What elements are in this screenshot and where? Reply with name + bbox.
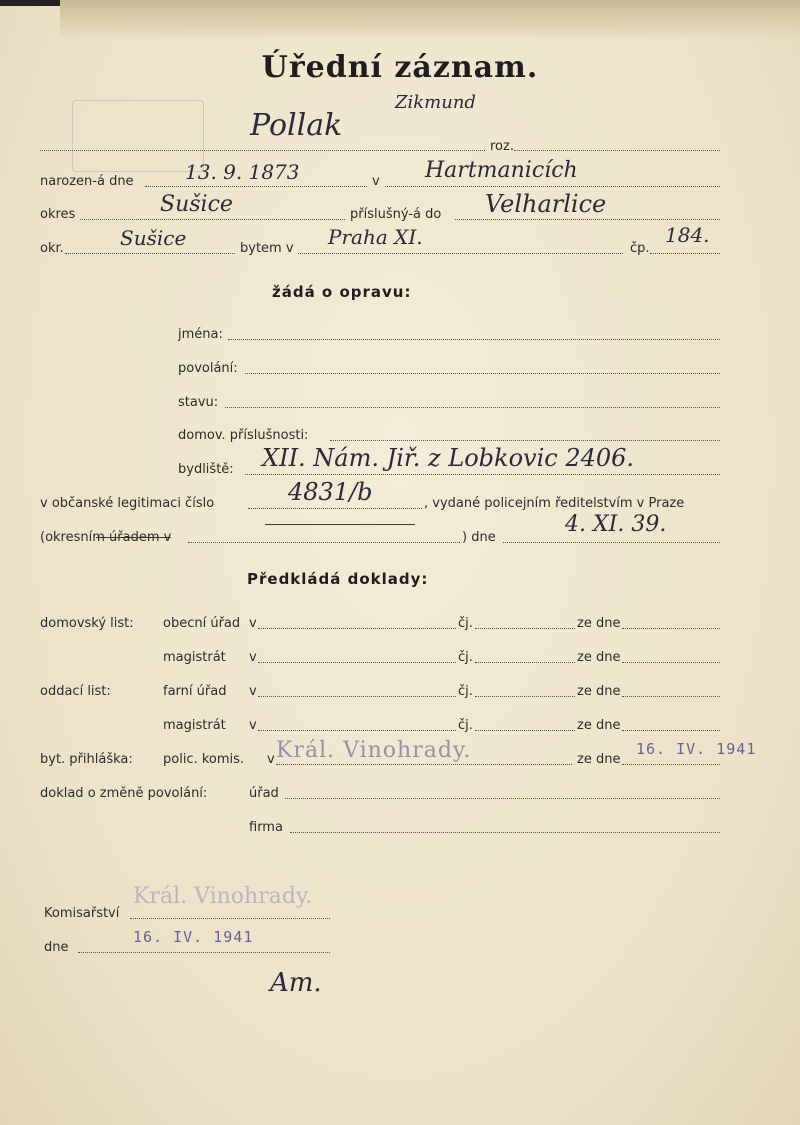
dne-line [503, 542, 720, 543]
polic-line [276, 764, 572, 765]
v-label: v [249, 718, 257, 733]
cp-label: čp. [630, 241, 650, 256]
district-handwritten: Sušice [160, 192, 233, 217]
domicile-line [455, 219, 720, 220]
povolani-line [245, 373, 720, 374]
firma-label: firma [249, 820, 283, 835]
dne-handwritten: 4. XI. 39. [565, 512, 667, 537]
prislusnosti-line [330, 440, 720, 441]
magistrat-line [258, 662, 456, 663]
obecni-urad-label: obecní úřad [163, 616, 241, 631]
stavu-label: stavu: [178, 395, 219, 410]
okr-line [65, 253, 235, 254]
okresnim-strike [96, 537, 171, 538]
ze-dne-label: ze dne [577, 752, 621, 767]
prislusnosti-label: domov. příslušnosti: [178, 428, 309, 443]
cj-line [475, 696, 575, 697]
cp-handwritten: 184. [665, 223, 710, 247]
oddaci-label: oddací list: [40, 684, 111, 699]
domovsky-label: domovský list: [40, 616, 134, 631]
okr-handwritten: Sušice [120, 226, 187, 250]
urad-line [285, 798, 720, 799]
magistrat-label: magistrát [163, 650, 226, 665]
cj-label: čj. [458, 650, 473, 665]
resides-line [298, 253, 623, 254]
magistrat-line [258, 730, 456, 731]
komisarstvi-line [130, 918, 330, 919]
domicile-handwritten: Velharlice [485, 190, 607, 218]
byt-date-line [622, 764, 720, 765]
footer-date-stamp: 16. IV. 1941 [133, 928, 254, 946]
cp-line [650, 253, 720, 254]
farni-urad-line [258, 696, 456, 697]
komisarstvi-stamp: Král. Vinohrady. [133, 884, 313, 909]
byt-date-stamp: 16. IV. 1941 [636, 740, 757, 758]
cj-label: čj. [458, 684, 473, 699]
cj-line [475, 628, 575, 629]
ze-dne-label: ze dne [577, 684, 621, 699]
born-place-handwritten: Hartmanicích [425, 158, 578, 183]
cj-line [475, 730, 575, 731]
bydliste-line [245, 474, 720, 475]
born-place-prefix: v [372, 174, 380, 189]
request-heading: žádá o opravu: [272, 283, 412, 301]
v-label: v [267, 752, 275, 767]
surname-handwritten: Pollak [250, 108, 343, 143]
resides-label: bytem v [240, 241, 294, 256]
komisarstvi-label: Komisařství [44, 906, 120, 921]
ze-dne-line [622, 696, 720, 697]
cj-label: čj. [458, 616, 473, 631]
magistrat-label: magistrát [163, 718, 226, 733]
v-label: v [249, 616, 257, 631]
resides-handwritten: Praha XI. [328, 225, 423, 249]
polic-label: polic. komis. [163, 752, 245, 767]
name-line [40, 150, 485, 151]
footer-dne-line [78, 952, 330, 953]
ze-dne-line [622, 628, 720, 629]
jmena-label: jména: [178, 327, 223, 342]
born-date-line [145, 186, 367, 187]
ze-dne-line [622, 730, 720, 731]
bydliste-handwritten: XII. Nám. Jiř. z Lobkovic 2406. [262, 444, 635, 472]
bydliste-label: bydliště: [178, 462, 234, 477]
born-date-handwritten: 13. 9. 1873 [185, 160, 300, 184]
legitimace-label: v občanské legitimaci číslo [40, 496, 215, 511]
cj-label: čj. [458, 718, 473, 733]
v-label: v [249, 650, 257, 665]
legitimace-handwritten: 4831/b [288, 478, 373, 506]
ze-dne-label: ze dne [577, 616, 621, 631]
okresnim-label: (okresním úřadem v [40, 530, 172, 545]
farni-urad-label: farní úřad [163, 684, 227, 699]
okr-label: okr. [40, 241, 64, 256]
cj-line [475, 662, 575, 663]
byt-label: byt. přihláška: [40, 752, 133, 767]
jmena-line [228, 339, 720, 340]
okresnim-handwritten-dash [265, 524, 415, 525]
obecni-urad-line [258, 628, 456, 629]
urad-label: úřad [249, 786, 279, 801]
issued-label: , vydané policejním ředitelstvím v Praze [424, 496, 685, 511]
document-title: Úřední záznam. [261, 50, 539, 85]
dne-label: ) dne [462, 530, 496, 545]
roz-line [514, 150, 720, 151]
v-label: v [249, 684, 257, 699]
zmena-label: doklad o změně povolání: [40, 786, 208, 801]
born-label: narozen-á dne [40, 174, 134, 189]
given-name-handwritten: Zikmund [395, 92, 476, 113]
ze-dne-line [622, 662, 720, 663]
born-place-line [385, 186, 720, 187]
district-line [80, 219, 345, 220]
okresnim-line [188, 542, 460, 543]
domicile-label: příslušný-á do [350, 207, 442, 222]
footer-dne-label: dne [44, 940, 69, 955]
ze-dne-label: ze dne [577, 718, 621, 733]
povolani-label: povolání: [178, 361, 238, 376]
signature: Am. [270, 968, 322, 998]
district-label: okres [40, 207, 76, 222]
documents-heading: Předkládá doklady: [247, 570, 429, 588]
ze-dne-label: ze dne [577, 650, 621, 665]
roz-label: roz. [490, 139, 514, 154]
firma-line [290, 832, 720, 833]
stavu-line [225, 407, 720, 408]
paper-tear [60, 0, 800, 40]
polic-stamp: Král. Vinohrady. [276, 738, 472, 763]
legitimace-line [248, 508, 422, 509]
